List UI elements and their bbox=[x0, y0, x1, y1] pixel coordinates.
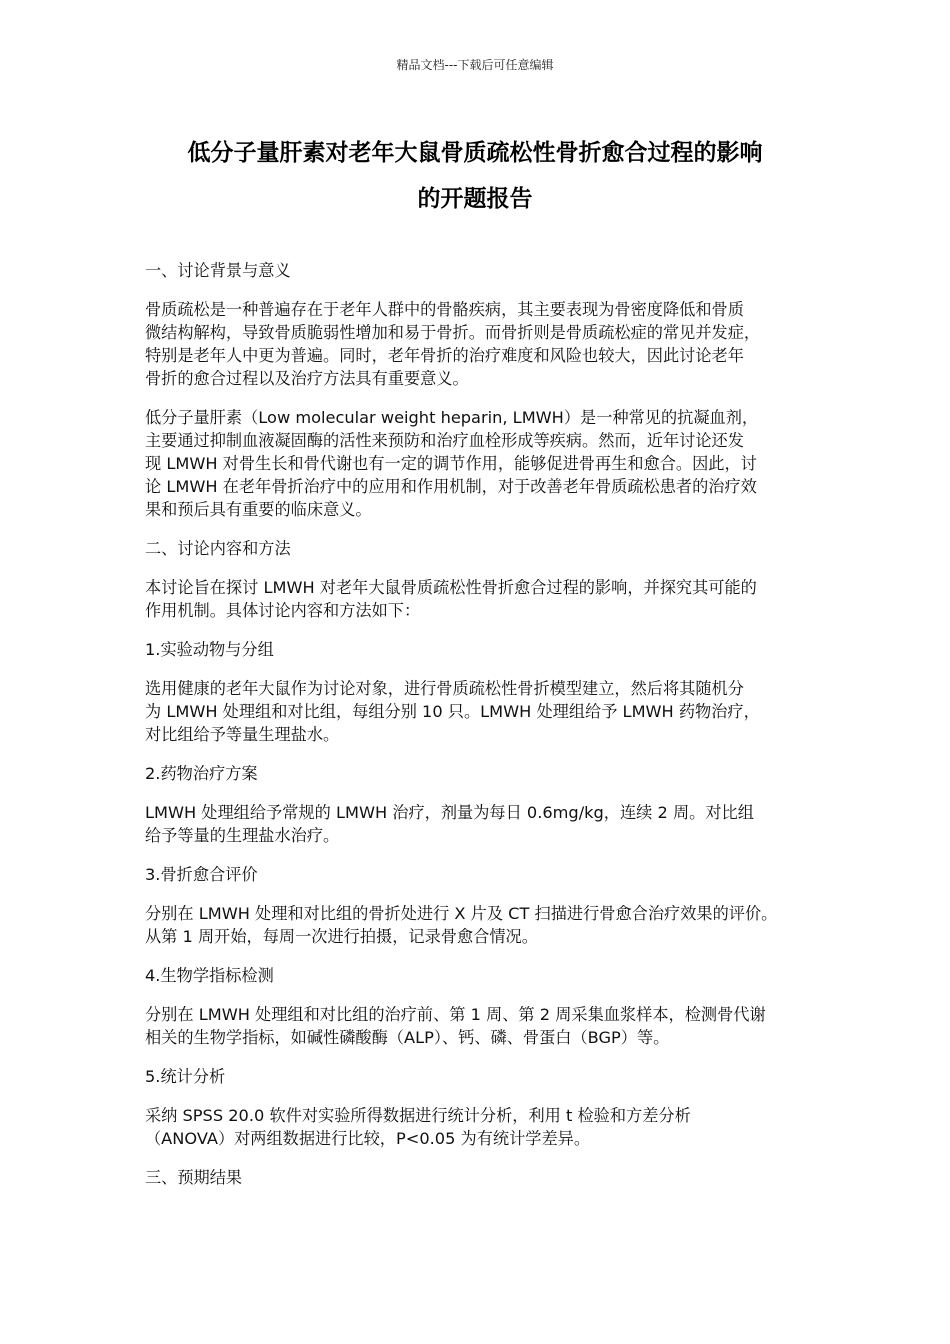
paragraph: 选用健康的老年大鼠作为讨论对象，进行骨质疏松性骨折模型建立，然后将其随机分 为 LMWH 处理组和对比组，每组分别 10 只。LMWH 处理组给予 LMWH 药物治疗， 对比组给予等量生理盐水。 bbox=[145, 679, 760, 744]
header-note: 精品文档---下载后可任意编辑 bbox=[396, 58, 554, 72]
document-title bbox=[145, 130, 805, 222]
paragraph: LMWH 处理组给予常规的 LMWH 治疗，剂量为每日 0.6mg/kg，连续 2 周。对比组 给予等量的生理盐水治疗。 bbox=[145, 803, 754, 845]
section-heading: 三、预期结果 bbox=[145, 1168, 243, 1187]
paragraph: 骨质疏松是一种普遍存在于老年人群中的骨骼疾病，其主要表现为骨密度降低和骨质 微结构解构，导致骨质脆弱性增加和易于骨折。而骨折则是骨质疏松症的常见并发症， 特别是老年人中更为普遍。同时，老年骨折的治疗难度和风险也较大，因此讨论老年 骨折的愈合过程以及治疗方法具有重要意义。 bbox=[145, 300, 761, 388]
subsection-heading: 2.药物治疗方案 bbox=[145, 764, 258, 783]
subsection-heading: 4.生物学指标检测 bbox=[145, 966, 274, 985]
paragraph: 低分子量肝素（Low molecular weight heparin, LMWH）是一种常见的抗凝血剂， 主要通过抑制血液凝固酶的活性来预防和治疗血栓形成等疾病。然而，近年讨论还发 现 LMWH 对骨生长和骨代谢也有一定的调节作用，能够促进骨再生和愈合。因此，讨 论 LMWH 在老年骨折治疗中的应用和作用机制，对于改善老年骨质疏松患者的治疗效 果和预后具有重要的临床意义。 bbox=[145, 408, 759, 519]
subsection-heading: 5.统计分析 bbox=[145, 1067, 226, 1086]
document-body bbox=[145, 259, 807, 1189]
paragraph: 分别在 LMWH 处理组和对比组的治疗前、第 1 周、第 2 周采集血浆样本，检测骨代谢 相关的生物学指标，如碱性磷酸酶（ALP）、钙、磷、骨蛋白（BGP）等。 bbox=[145, 1005, 766, 1047]
title-line: 低分子量肝素对老年大鼠骨质疏松性骨折愈合过程的影响 bbox=[187, 140, 763, 166]
paragraph: 本讨论旨在探讨 LMWH 对老年大鼠骨质疏松性骨折愈合过程的影响，并探究其可能的 作用机制。具体讨论内容和方法如下： bbox=[145, 578, 757, 620]
subsection-heading: 1.实验动物与分组 bbox=[145, 640, 274, 659]
title-line: 的开题报告 bbox=[417, 186, 533, 212]
section-heading: 二、讨论内容和方法 bbox=[145, 539, 291, 558]
section-heading: 一、讨论背景与意义 bbox=[145, 261, 291, 280]
paragraph: 分别在 LMWH 处理和对比组的骨折处进行 X 片及 CT 扫描进行骨愈合治疗效果的评价。 从第 1 周开始，每周一次进行拍摄，记录骨愈合情况。 bbox=[145, 904, 778, 946]
subsection-heading: 3.骨折愈合评价 bbox=[145, 865, 258, 884]
paragraph: 采纳 SPSS 20.0 软件对实验所得数据进行统计分析，利用 t 检验和方差分析 （ANOVA）对两组数据进行比较，P<0.05 为有统计学差异。 bbox=[145, 1106, 691, 1148]
